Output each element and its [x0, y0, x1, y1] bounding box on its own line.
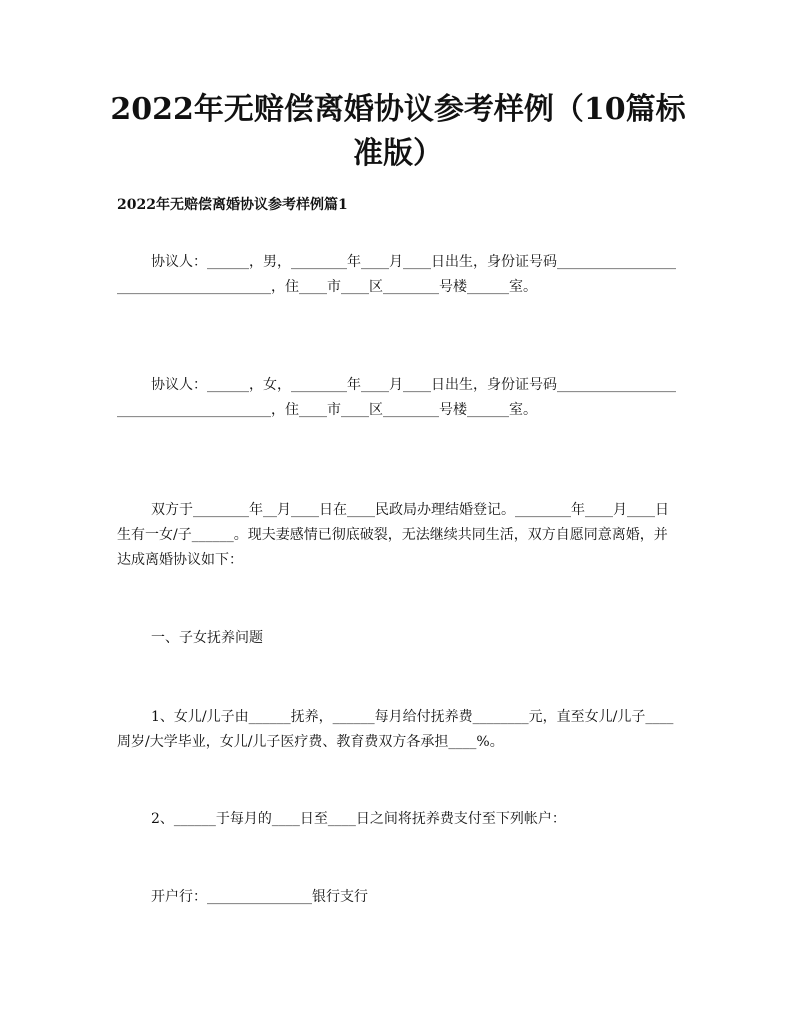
paragraph-bank: 开户行：_______________银行支行: [151, 889, 368, 905]
section-heading: 2022年无赔偿离婚协议参考样例篇1: [117, 197, 348, 213]
paragraph-party-female: 协议人：______，女，________年____月____日出生，身份证号码_______________________________________，住____市____区________号楼______室。: [117, 377, 676, 418]
paragraph-custody-2: 2、______于每月的____日至____日之间将抚养费支付至下列帐户：: [151, 811, 566, 827]
heading-child-custody: 一、子女抚养问题: [151, 630, 263, 646]
document-title: 2022年无赔偿离婚协议参考样例（10篇标准版）: [110, 92, 686, 171]
paragraph-custody-1: 1、女儿/儿子由______抚养，______每月给付抚养费________元，直至女儿/儿子____周岁/大学毕业，女儿/儿子医疗费、教育费双方各承担____%。: [117, 709, 674, 750]
paragraph-party-male: 协议人：______，男，________年____月____日出生，身份证号码_______________________________________，住____市____区________号楼______室。: [117, 254, 676, 295]
paragraph-marriage-info: 双方于________年__月____日在____民政局办理结婚登记。________年____月____日生有一女/子______。现夫妻感情已彻底破裂，无法继续共同生活，双方自愿同意离婚，并达成离婚协议如下：: [117, 502, 669, 568]
